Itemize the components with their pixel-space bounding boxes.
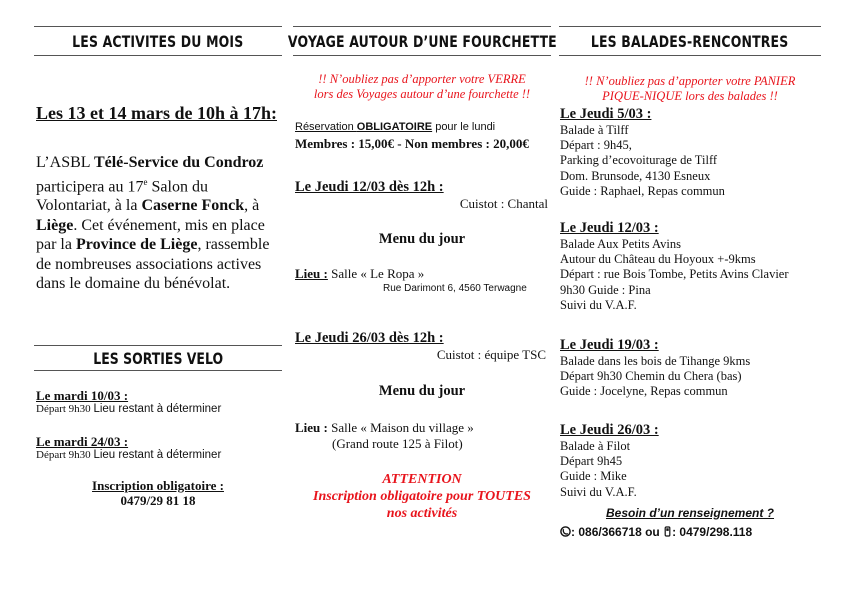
voyage-lieu-value-1: Salle « Le Ropa » xyxy=(327,266,425,281)
voyage-date-2: Le Jeudi 26/03 dès 12h : xyxy=(295,330,444,346)
balades-header-title: LES BALADES-RENCONTRES xyxy=(591,31,789,51)
para-l6: de nombreuses associations actives xyxy=(36,255,262,273)
balade-3 xyxy=(560,337,750,400)
balade-1 xyxy=(560,106,725,199)
voyage-lieu-label-1: Lieu : xyxy=(295,266,328,281)
voyage-cuistot-1: Cuistot : Chantal xyxy=(459,196,548,211)
balade-1-line-1: Balade à Tilff xyxy=(560,123,629,137)
besoin-renseignement: Besoin d’un renseignement ? xyxy=(605,506,775,520)
contact-ou: ou xyxy=(641,525,664,539)
voyage-cuistot-2: Cuistot : équipe TSC xyxy=(436,347,546,362)
balade-2-line-3: Départ : rue Bois Tombe, Petits Avins Clavier xyxy=(560,267,789,282)
velo-date-2: Le mardi 24/03 : xyxy=(36,434,129,449)
voyage-lieu-1 xyxy=(295,266,424,282)
mobile-phone-icon xyxy=(663,526,672,537)
org-name: Télé-Service du Condroz xyxy=(93,154,264,171)
velo-header-title: LES SORTIES VELO xyxy=(93,348,223,368)
velo-line-2 xyxy=(36,449,221,461)
phone-1: 086/366718 xyxy=(578,525,642,539)
balade-2 xyxy=(560,220,789,313)
event-paragraph xyxy=(36,153,286,294)
balades-reminder-2: PIQUE-NIQUE lors des balades !! xyxy=(602,89,778,103)
velo-lieu-1: Lieu restant à déterminer xyxy=(93,403,222,415)
para-l7: dans le domaine du bénévolat. xyxy=(36,275,231,293)
para-l4b: . Cet événement, mis en place xyxy=(73,216,265,234)
velo-depart-1: Départ 9h30 xyxy=(36,403,91,415)
voyage-address-1: Rue Darimont 6, 4560 Terwagne xyxy=(383,283,527,294)
balades-reminder-1: !! N’oubliez pas d’apporter votre PANIER xyxy=(584,74,796,88)
velo-lieu-2: Lieu restant à déterminer xyxy=(93,449,222,461)
voyage-reminder-1: !! N’oubliez pas d’apporter votre VERRE xyxy=(318,72,526,86)
reservation-c: pour le lundi xyxy=(432,121,496,133)
balade-date-3: Le Jeudi 19/03 : xyxy=(560,337,659,353)
voyage-menu-2: Menu du jour xyxy=(378,383,466,399)
voyage-reminder-2: lors des Voyages autour d’une fourchette !! xyxy=(313,87,531,101)
velo-date-1: Le mardi 10/03 : xyxy=(36,388,129,403)
para-l5c: , rassemble xyxy=(197,236,270,254)
voyage-menu-1: Menu du jour xyxy=(378,231,466,247)
activites-header xyxy=(34,26,282,56)
balade-2-line-5: Suivi du V.A.F. xyxy=(560,297,637,312)
caserne-name: Caserne Fonck xyxy=(141,197,245,215)
balade-2-line-2: Autour du Château du Hoyoux +-9kms xyxy=(560,252,756,267)
attention-line-2: Inscription obligatoire pour TOUTES xyxy=(313,489,531,504)
voyage-lieu-2 xyxy=(295,420,474,436)
balade-date-1: Le Jeudi 5/03 : xyxy=(560,106,652,122)
reservation-line xyxy=(295,121,495,133)
event-title: Les 13 et 14 mars de 10h à 17h: xyxy=(36,103,277,123)
balade-4-line-2: Départ 9h45 xyxy=(560,454,623,469)
reservation-b: OBLIGATOIRE xyxy=(356,121,433,133)
balade-4 xyxy=(560,422,659,500)
attention-title: ATTENTION xyxy=(382,472,462,487)
phone-icon xyxy=(560,526,571,537)
balade-date-4: Le Jeudi 26/03 : xyxy=(560,422,659,438)
voyage-lieu-label-2: Lieu : xyxy=(295,420,328,435)
para-l1a: L’ASBL xyxy=(36,154,94,171)
voyage-date-1: Le Jeudi 12/03 dès 12h : xyxy=(295,179,444,195)
para-l2a: participera au 17 xyxy=(36,177,144,195)
reservation-a: Réservation xyxy=(295,121,357,133)
balade-1-line-5: Guide : Raphael, Repas commun xyxy=(560,183,725,198)
contact-sep: : xyxy=(571,525,579,539)
voyage-header-title: VOYAGE AUTOUR D’UNE FOURCHETTE xyxy=(287,31,557,51)
balade-2-line-4: 9h30 Guide : Pina xyxy=(560,282,651,297)
balade-1-line-2: Départ : 9h45, xyxy=(560,138,632,153)
inscription-label: Inscription obligatoire : xyxy=(92,478,224,493)
voyage-lieu-value-2: Salle « Maison du village » xyxy=(327,420,474,435)
prices: Membres : 15,00€ - Non membres : 20,00€ xyxy=(295,136,529,151)
balade-2-line-1: Balade Aux Petits Avins xyxy=(560,237,681,251)
contact-line xyxy=(560,525,752,539)
para-l2-sup: e xyxy=(143,176,148,187)
voyage-header xyxy=(287,26,557,56)
attention-line-3: nos activités xyxy=(386,506,458,521)
para-l5a: par la xyxy=(36,236,76,254)
para-l2b: Salon du xyxy=(147,177,208,195)
city-name: Liège xyxy=(36,216,74,234)
velo-line-1 xyxy=(36,403,221,415)
balade-4-line-1: Balade à Filot xyxy=(560,439,631,453)
balades-header xyxy=(559,26,821,56)
velo-header xyxy=(34,345,282,371)
balade-3-line-3: Guide : Jocelyne, Repas commun xyxy=(560,384,728,399)
balade-4-line-4: Suivi du V.A.F. xyxy=(560,484,637,499)
phone-2: : 0479/298.118 xyxy=(672,525,753,539)
province-name: Province de Liège xyxy=(75,236,198,254)
para-l3c: , à xyxy=(244,197,260,215)
para-l3a: Volontariat, à la xyxy=(36,197,142,215)
balade-date-2: Le Jeudi 12/03 : xyxy=(560,220,659,236)
voyage-address-2: (Grand route 125 à Filot) xyxy=(332,436,463,451)
balade-1-line-4: Dom. Brunsode, 4130 Esneux xyxy=(560,168,711,183)
inscription-phone: 0479/29 81 18 xyxy=(120,493,196,508)
balade-3-line-2: Départ 9h30 Chemin du Chera (bas) xyxy=(560,369,742,384)
activites-header-title: LES ACTIVITES DU MOIS xyxy=(72,31,244,51)
balade-4-line-3: Guide : Mike xyxy=(560,469,627,484)
balade-1-line-3: Parking d’ecovoiturage de Tilff xyxy=(560,153,718,168)
velo-depart-2: Départ 9h30 xyxy=(36,449,91,461)
balade-3-line-1: Balade dans les bois de Tihange 9kms xyxy=(560,354,751,368)
